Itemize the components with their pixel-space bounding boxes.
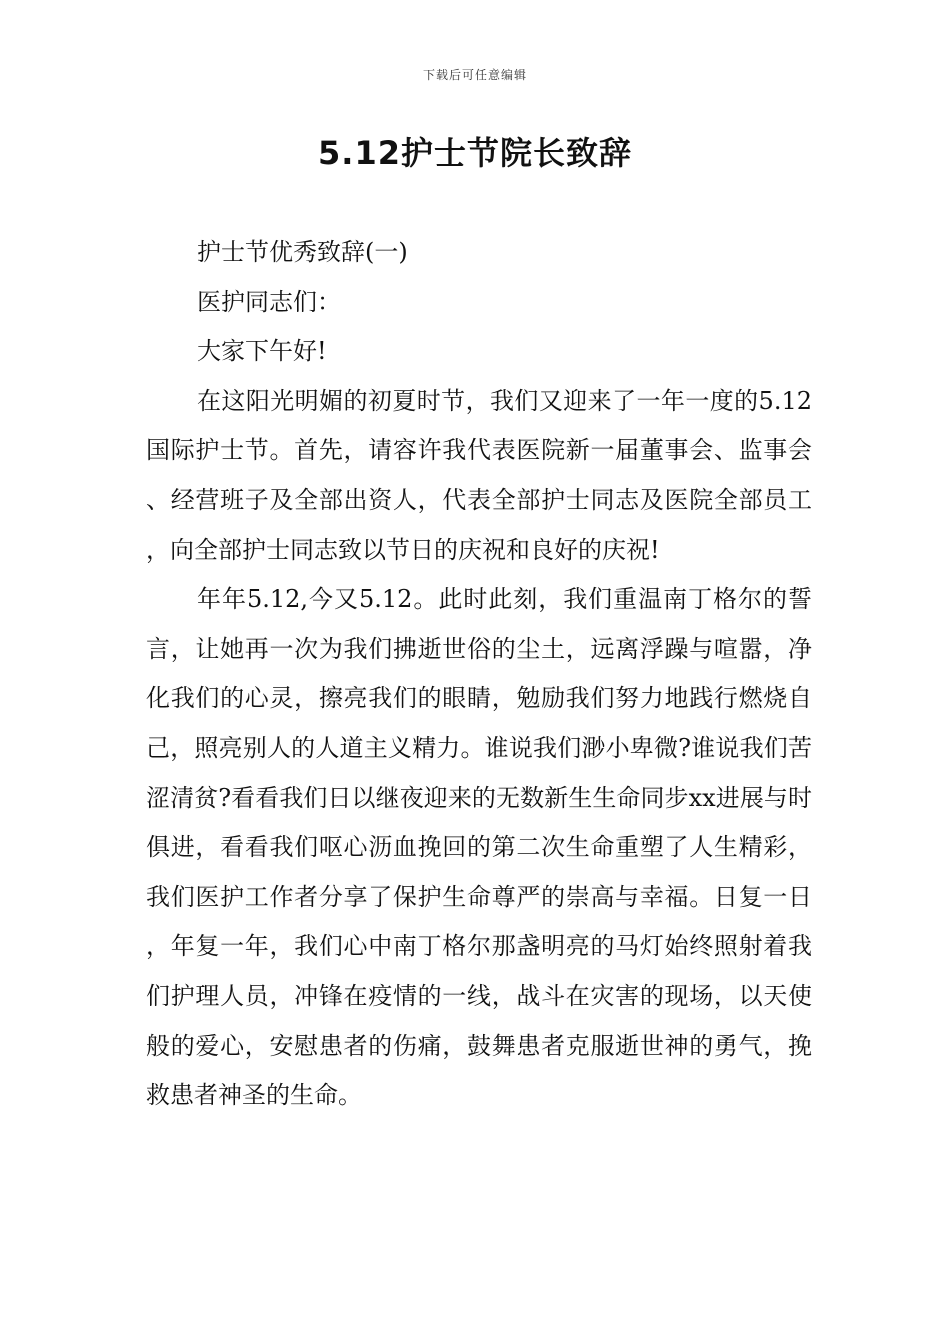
page-header-note: 下载后可任意编辑 (422, 68, 527, 82)
document-title: 5.12护士节院长致辞 (318, 134, 632, 172)
salutation-line: 医护同志们： (197, 287, 341, 316)
greeting-line: 大家下午好! (197, 337, 327, 366)
document-body (146, 228, 812, 1121)
body-paragraph: 在这阳光明媚的初夏时节，我们又迎来了一年一度的5.12国际护士节。首先，请容许我代表医院新一届董事会、监事会、经营班子及全部出资人，代表全部护士同志及医院全部员工，向全部护士同志致以节日的庆祝和良好的庆祝! (146, 386, 812, 564)
section-subtitle: 护士节优秀致辞(一) (197, 238, 408, 266)
body-paragraph: 年年5.12,今又5.12。此时此刻，我们重温南丁格尔的誓言，让她再一次为我们拂逝世俗的尘土，远离浮躁与喧嚣，净化我们的心灵，擦亮我们的眼睛，勉励我们努力地践行燃烧自己，照亮别人的人道主义精力。谁说我们渺小卑微?谁说我们苦涩清贫?看看我们日以继夜迎来的无数新生生命同步xx进展与时俱进，看看我们呕心沥血挽回的第二次生命重塑了人生精彩，我们医护工作者分享了保护生命尊严的崇高与幸福。日复一日，年复一年，我们心中南丁格尔那盏明亮的马灯始终照射着我们护理人员，冲锋在疫情的一线，战斗在灾害的现场，以天使般的爱心，安慰患者的伤痛，鼓舞患者克服逝世神的勇气，挽救患者神圣的生命。 (146, 585, 812, 1110)
